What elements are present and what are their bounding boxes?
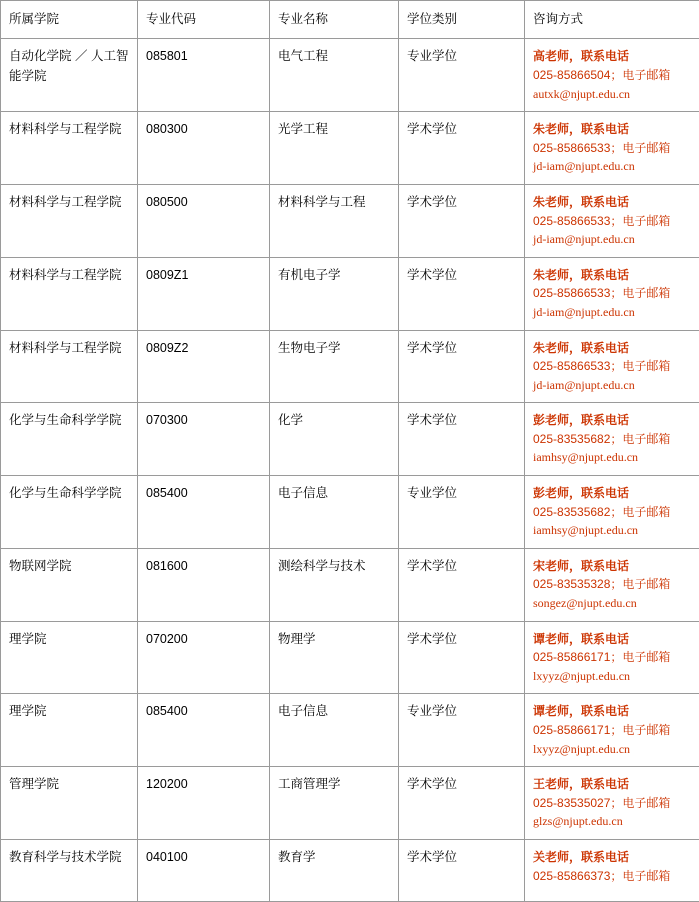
- cell-college: 材料科学与工程学院: [1, 330, 138, 403]
- cell-college: 材料科学与工程学院: [1, 257, 138, 330]
- cell-degree-type: 学术学位: [399, 403, 525, 476]
- cell-degree-type: 学术学位: [399, 621, 525, 694]
- table-row: [1, 184, 699, 257]
- cell-major-name: 电子信息: [270, 476, 399, 549]
- contact-teacher: 彭老师，联系电话: [533, 411, 692, 430]
- cell-college: 管理学院: [1, 767, 138, 840]
- cell-code: 070200: [138, 621, 270, 694]
- contact-email: iamhsy@njupt.edu.cn: [533, 521, 692, 540]
- cell-degree-type: 专业学位: [399, 39, 525, 112]
- contact-phone: 025-85866533；电子邮箱: [533, 357, 692, 376]
- cell-contact: [525, 184, 699, 257]
- table-row: [1, 839, 699, 901]
- cell-degree-type: 学术学位: [399, 330, 525, 403]
- cell-code: 0809Z2: [138, 330, 270, 403]
- contact-teacher: 高老师，联系电话: [533, 47, 692, 66]
- contact-teacher: 朱老师，联系电话: [533, 120, 692, 139]
- contact-phone: 025-83535682；电子邮箱: [533, 503, 692, 522]
- cell-college: 理学院: [1, 694, 138, 767]
- contact-teacher: 朱老师，联系电话: [533, 339, 692, 358]
- table-row: [1, 112, 699, 185]
- table-row: [1, 403, 699, 476]
- cell-degree-type: 学术学位: [399, 767, 525, 840]
- contact-teacher: 谭老师，联系电话: [533, 702, 692, 721]
- cell-code: 085400: [138, 476, 270, 549]
- cell-contact: [525, 112, 699, 185]
- contact-teacher: 谭老师，联系电话: [533, 630, 692, 649]
- contact-phone: 025-85866533；电子邮箱: [533, 284, 692, 303]
- cell-contact: [525, 621, 699, 694]
- table-body: [1, 39, 699, 902]
- cell-code: 085801: [138, 39, 270, 112]
- contact-email: jd-iam@njupt.edu.cn: [533, 376, 692, 395]
- cell-college: 物联网学院: [1, 548, 138, 621]
- cell-code: 080300: [138, 112, 270, 185]
- cell-major-name: 有机电子学: [270, 257, 399, 330]
- cell-contact: [525, 694, 699, 767]
- contact-teacher: 朱老师，联系电话: [533, 193, 692, 212]
- cell-college: 理学院: [1, 621, 138, 694]
- cell-contact: [525, 767, 699, 840]
- cell-contact: [525, 403, 699, 476]
- contact-phone: 025-85866504；电子邮箱: [533, 66, 692, 85]
- contact-email: jd-iam@njupt.edu.cn: [533, 157, 692, 176]
- table-row: [1, 330, 699, 403]
- header-row: [1, 1, 699, 39]
- cell-college: 自动化学院 ／ 人工智能学院: [1, 39, 138, 112]
- cell-contact: [525, 839, 699, 901]
- contact-phone: 025-85866533；电子邮箱: [533, 212, 692, 231]
- contact-teacher: 宋老师，联系电话: [533, 557, 692, 576]
- contact-phone: 025-85866171；电子邮箱: [533, 721, 692, 740]
- cell-contact: [525, 330, 699, 403]
- cell-degree-type: 专业学位: [399, 476, 525, 549]
- cell-degree-type: 专业学位: [399, 694, 525, 767]
- cell-major-name: 教育学: [270, 839, 399, 901]
- cell-college: 化学与生命科学学院: [1, 476, 138, 549]
- cell-code: 085400: [138, 694, 270, 767]
- table-row: [1, 476, 699, 549]
- contact-email: jd-iam@njupt.edu.cn: [533, 230, 692, 249]
- contact-email: lxyyz@njupt.edu.cn: [533, 740, 692, 759]
- cell-major-name: 电子信息: [270, 694, 399, 767]
- contact-phone: 025-85866373；电子邮箱: [533, 867, 692, 886]
- cell-contact: [525, 476, 699, 549]
- contact-email: lxyyz@njupt.edu.cn: [533, 667, 692, 686]
- cell-college: 材料科学与工程学院: [1, 184, 138, 257]
- contact-email: songez@njupt.edu.cn: [533, 594, 692, 613]
- cell-major-name: 光学工程: [270, 112, 399, 185]
- cell-code: 080500: [138, 184, 270, 257]
- cell-degree-type: 学术学位: [399, 257, 525, 330]
- contact-email: autxk@njupt.edu.cn: [533, 85, 692, 104]
- cell-major-name: 工商管理学: [270, 767, 399, 840]
- cell-major-name: 电气工程: [270, 39, 399, 112]
- column-header-degree: 学位类别: [399, 1, 525, 39]
- cell-degree-type: 学术学位: [399, 839, 525, 901]
- contact-teacher: 王老师，联系电话: [533, 775, 692, 794]
- table-row: [1, 694, 699, 767]
- cell-degree-type: 学术学位: [399, 112, 525, 185]
- contact-phone: 025-85866533；电子邮箱: [533, 139, 692, 158]
- contact-phone: 025-83535328；电子邮箱: [533, 575, 692, 594]
- table-row: [1, 767, 699, 840]
- cell-contact: [525, 39, 699, 112]
- contact-teacher: 彭老师，联系电话: [533, 484, 692, 503]
- contact-phone: 025-83535027；电子邮箱: [533, 794, 692, 813]
- cell-code: 081600: [138, 548, 270, 621]
- table-row: [1, 257, 699, 330]
- table-row: [1, 39, 699, 112]
- table-header: [1, 1, 699, 39]
- cell-code: 0809Z1: [138, 257, 270, 330]
- cell-degree-type: 学术学位: [399, 548, 525, 621]
- cell-major-name: 物理学: [270, 621, 399, 694]
- column-header-college: 所属学院: [1, 1, 138, 39]
- contact-phone: 025-85866171；电子邮箱: [533, 648, 692, 667]
- cell-contact: [525, 548, 699, 621]
- cell-college: 材料科学与工程学院: [1, 112, 138, 185]
- table-row: [1, 548, 699, 621]
- cell-contact: [525, 257, 699, 330]
- cell-code: 070300: [138, 403, 270, 476]
- contact-phone: 025-83535682；电子邮箱: [533, 430, 692, 449]
- contact-email: jd-iam@njupt.edu.cn: [533, 303, 692, 322]
- cell-code: 120200: [138, 767, 270, 840]
- column-header-name: 专业名称: [270, 1, 399, 39]
- cell-major-name: 材料科学与工程: [270, 184, 399, 257]
- cell-major-name: 化学: [270, 403, 399, 476]
- cell-code: 040100: [138, 839, 270, 901]
- cell-major-name: 测绘科学与技术: [270, 548, 399, 621]
- table-row: [1, 621, 699, 694]
- cell-college: 化学与生命科学学院: [1, 403, 138, 476]
- contact-teacher: 朱老师，联系电话: [533, 266, 692, 285]
- contact-email: glzs@njupt.edu.cn: [533, 812, 692, 831]
- cell-college: 教育科学与技术学院: [1, 839, 138, 901]
- cell-degree-type: 学术学位: [399, 184, 525, 257]
- contact-teacher: 关老师，联系电话: [533, 848, 692, 867]
- cell-major-name: 生物电子学: [270, 330, 399, 403]
- contact-email: iamhsy@njupt.edu.cn: [533, 448, 692, 467]
- column-header-contact: 咨询方式: [525, 1, 699, 39]
- column-header-code: 专业代码: [138, 1, 270, 39]
